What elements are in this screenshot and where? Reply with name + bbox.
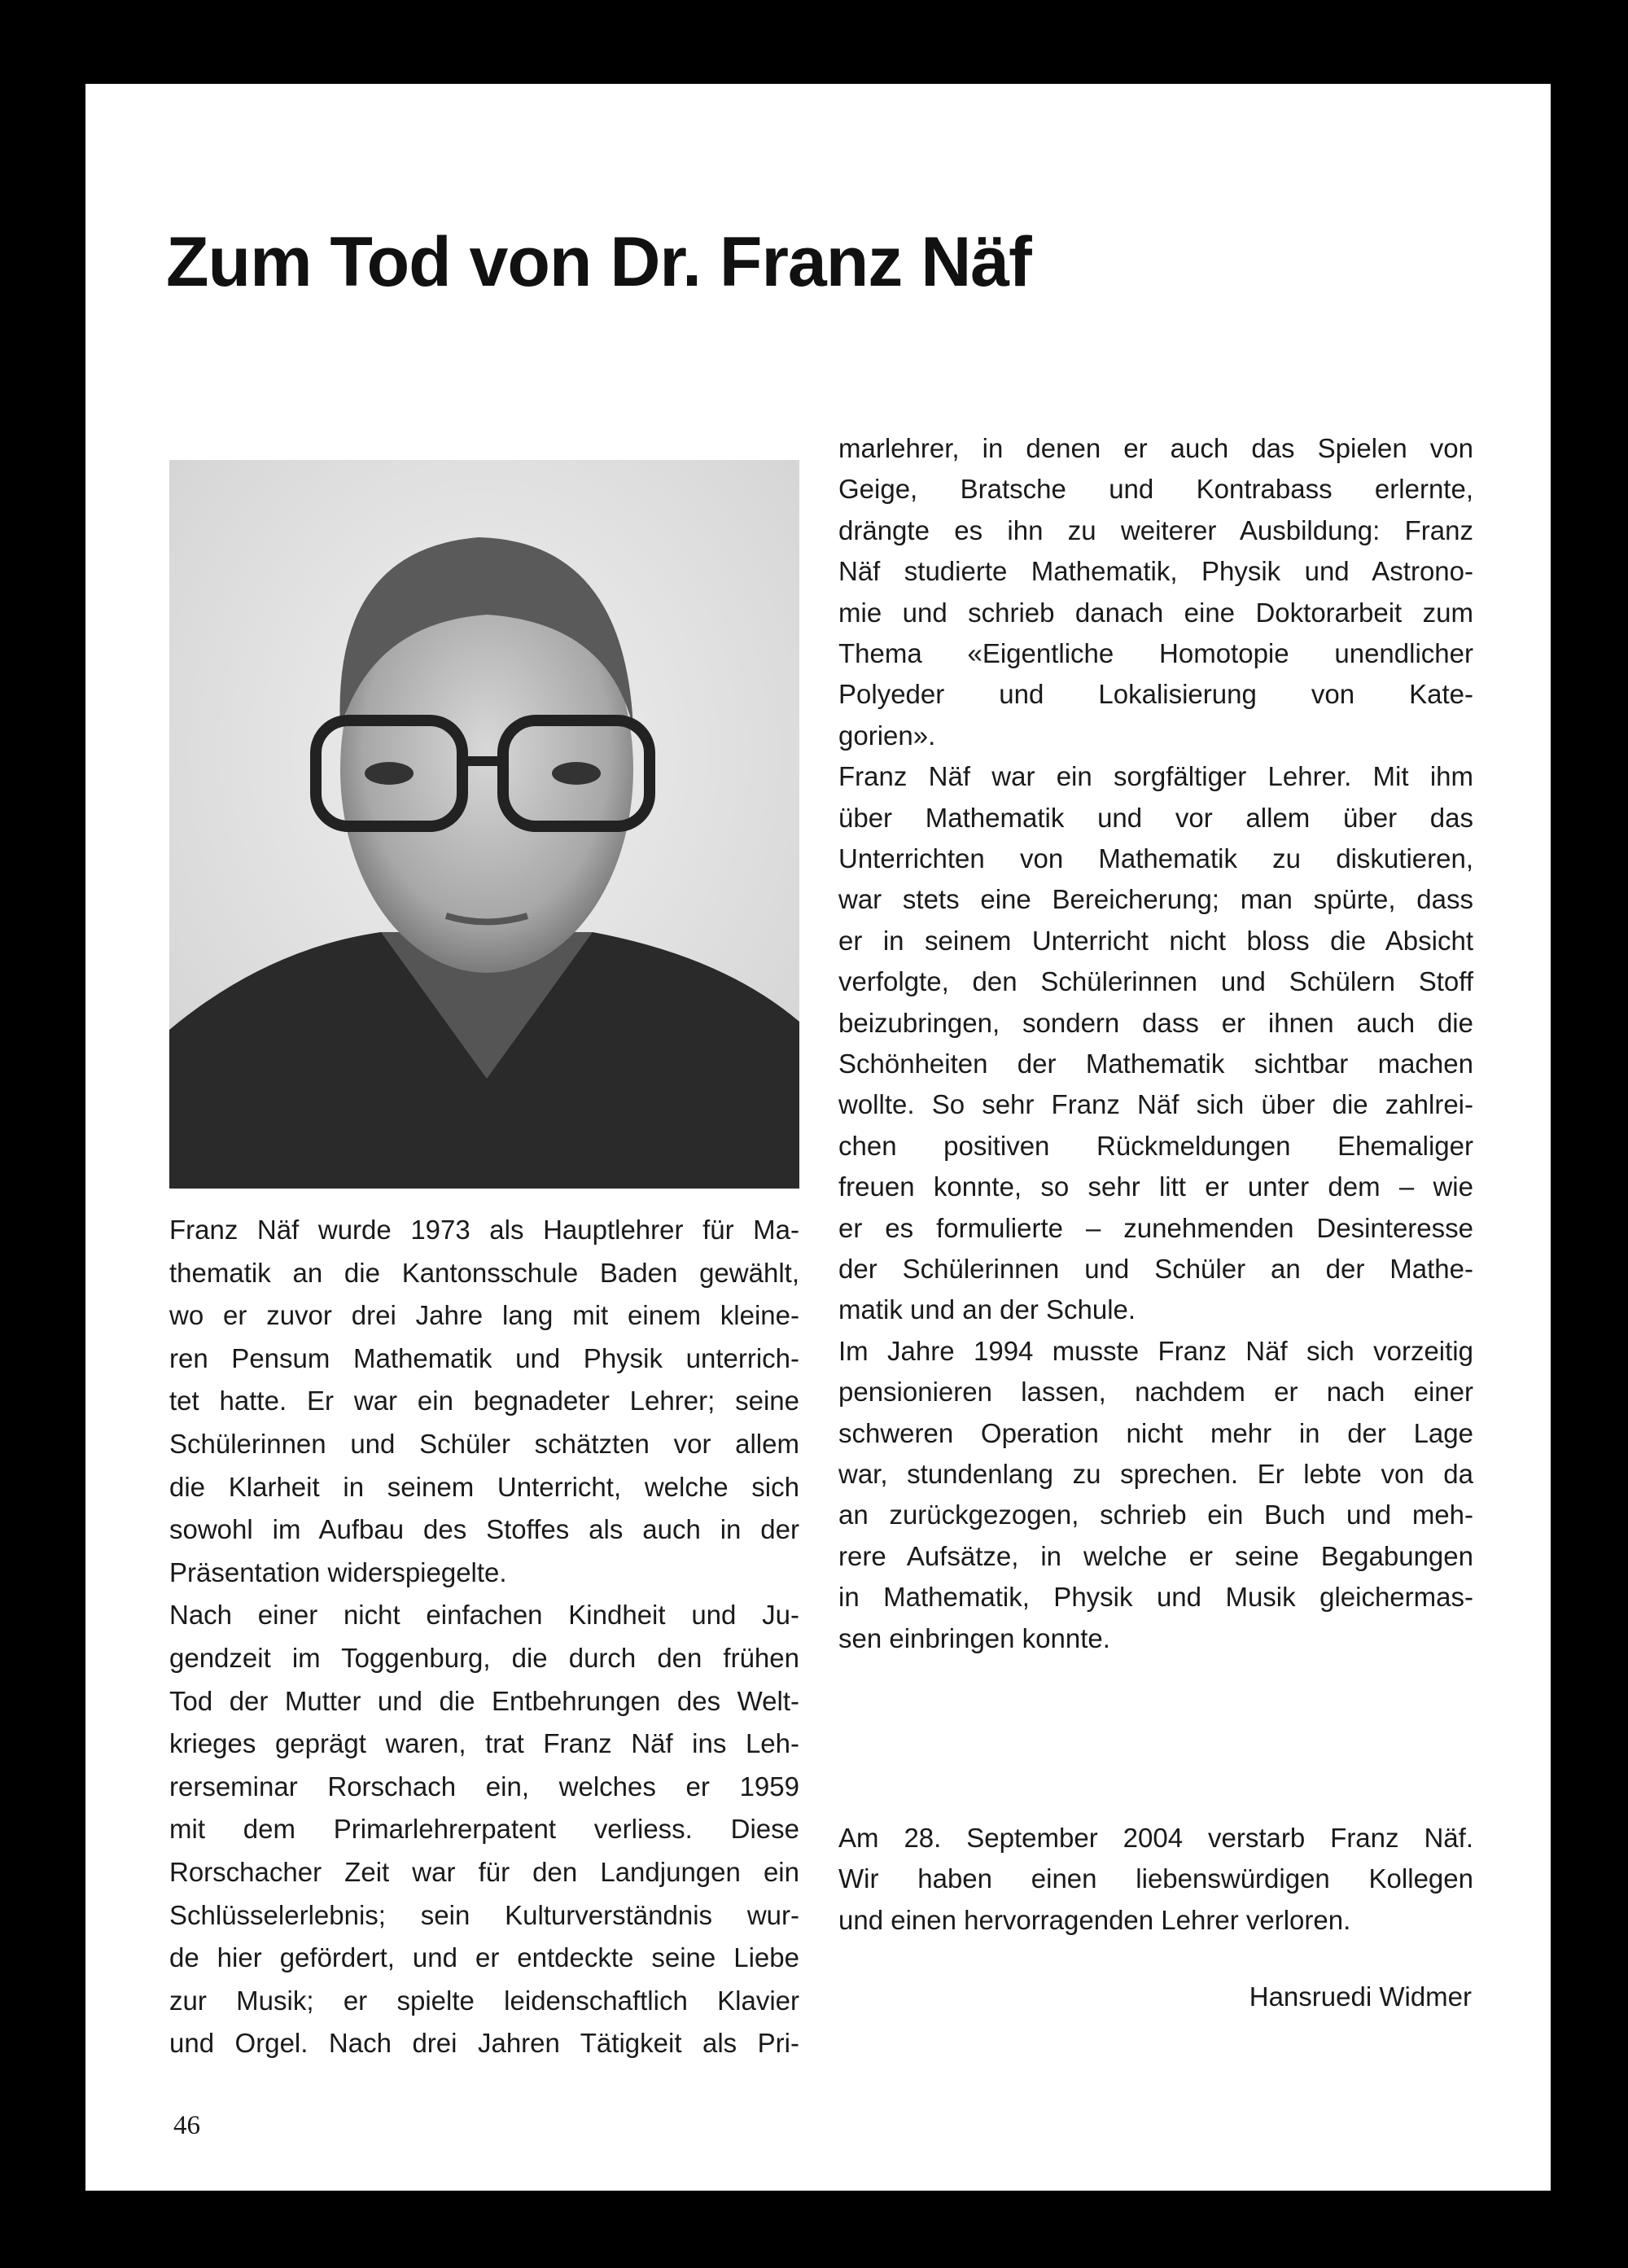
text-line: Nach einer nicht einfachen Kindheit und Ju- <box>169 1600 799 1631</box>
author-signature: Hansruedi Widmer <box>1249 1981 1472 2012</box>
text-line: verfolgte, den Schülerinnen und Schülern Stoff <box>838 966 1473 997</box>
text-line: zur Musik; er spielte leidenschaftlich Klavier <box>169 1985 799 2016</box>
text-line: sowohl im Aufbau des Stoffes als auch in der <box>169 1514 799 1545</box>
text-line: krieges geprägt waren, trat Franz Näf ins Leh- <box>169 1728 799 1759</box>
text-line: rerseminar Rorschach ein, welches er 1959 <box>169 1771 799 1802</box>
text-line: über Mathematik und vor allem über das <box>838 802 1473 833</box>
text-line: gorien». <box>838 720 936 751</box>
page-number: 46 <box>173 2111 200 2140</box>
document-page <box>85 84 1551 2191</box>
text-line: thematik an die Kantonsschule Baden gewählt, <box>169 1257 799 1288</box>
text-line: Thema «Eigentliche Homotopie unendlicher <box>838 638 1473 668</box>
text-line: drängte es ihn zu weiterer Ausbildung: Franz <box>838 514 1473 545</box>
text-line: chen positiven Rückmeldungen Ehemaliger <box>838 1130 1473 1161</box>
text-line: wollte. So sehr Franz Näf sich über die zahlrei- <box>838 1089 1473 1120</box>
page-title: Zum Tod von Dr. Franz Näf <box>166 223 1031 301</box>
text-line: Näf studierte Mathematik, Physik und Astrono- <box>838 556 1473 587</box>
text-line: Rorschacher Zeit war für den Landjungen ein <box>169 1857 799 1887</box>
text-line: war stets eine Bereicherung; man spürte, dass <box>838 884 1473 915</box>
text-line: Schülerinnen und Schüler schätzten vor allem <box>169 1429 799 1459</box>
text-line: war, stundenlang zu sprechen. Er lebte von da <box>838 1459 1473 1489</box>
text-line: gendzeit im Toggenburg, die durch den frühen <box>169 1643 799 1673</box>
portrait-photo <box>169 460 799 1189</box>
text-line: sen einbringen konnte. <box>838 1622 1110 1653</box>
text-line: Tod der Mutter und die Entbehrungen des Welt- <box>169 1685 799 1716</box>
text-line: de hier gefördert, und er entdeckte seine Liebe <box>169 1942 799 1973</box>
text-line: Polyeder und Lokalisierung von Kate- <box>838 679 1473 710</box>
text-line: Schönheiten der Mathematik sichtbar machen <box>838 1049 1473 1079</box>
text-line: tet hatte. Er war ein begnadeter Lehrer; seine <box>169 1386 799 1416</box>
text-line: freuen konnte, so sehr litt er unter dem – wie <box>838 1171 1473 1202</box>
portrait-image <box>169 460 799 1189</box>
text-line: er in seinem Unterricht nicht bloss die Absicht <box>838 925 1473 956</box>
text-line: und einen hervorragenden Lehrer verloren. <box>838 1904 1351 1935</box>
text-line: pensionieren lassen, nachdem er nach einer <box>838 1377 1473 1408</box>
text-line: Präsentation widerspiegelte. <box>169 1557 507 1587</box>
text-line: Franz Näf wurde 1973 als Hauptlehrer für Ma- <box>169 1215 799 1245</box>
text-line: Schlüsselerlebnis; sein Kulturverständnis wur- <box>169 1899 799 1930</box>
text-line: rere Aufsätze, in welche er seine Begabungen <box>838 1540 1473 1571</box>
text-line: der Schülerinnen und Schüler an der Mathe- <box>838 1254 1473 1284</box>
text-line: Franz Näf war ein sorgfältiger Lehrer. Mit ihm <box>838 761 1473 792</box>
text-line: wo er zuvor drei Jahre lang mit einem kleine- <box>169 1300 799 1331</box>
text-line: marlehrer, in denen er auch das Spielen von <box>838 433 1473 463</box>
text-line: beizubringen, sondern dass er ihnen auch die <box>838 1007 1473 1038</box>
text-line: Wir haben einen liebenswürdigen Kollegen <box>838 1863 1473 1894</box>
text-line: und Orgel. Nach drei Jahren Tätigkeit als Pri- <box>169 2028 799 2059</box>
text-line: Im Jahre 1994 musste Franz Näf sich vorzeitig <box>838 1335 1473 1366</box>
text-line: ren Pensum Mathematik und Physik unterrich- <box>169 1342 799 1373</box>
text-line: Geige, Bratsche und Kontrabass erlernte, <box>838 474 1473 505</box>
text-line: matik und an der Schule. <box>838 1294 1136 1325</box>
text-line: Am 28. September 2004 verstarb Franz Näf. <box>838 1823 1473 1853</box>
text-line: schweren Operation nicht mehr in der Lage <box>838 1417 1473 1448</box>
text-line: er es formulierte – zunehmenden Desinteresse <box>838 1212 1473 1243</box>
text-line: mie und schrieb danach eine Doktorarbeit zum <box>838 597 1473 628</box>
text-line: in Mathematik, Physik und Musik gleichermas- <box>838 1582 1473 1613</box>
text-line: mit dem Primarlehrerpatent verliess. Diese <box>169 1814 799 1845</box>
text-line: die Klarheit in seinem Unterricht, welche sich <box>169 1471 799 1502</box>
text-line: Unterrichten von Mathematik zu diskutieren, <box>838 843 1473 873</box>
text-line: an zurückgezogen, schrieb ein Buch und meh- <box>838 1500 1473 1530</box>
